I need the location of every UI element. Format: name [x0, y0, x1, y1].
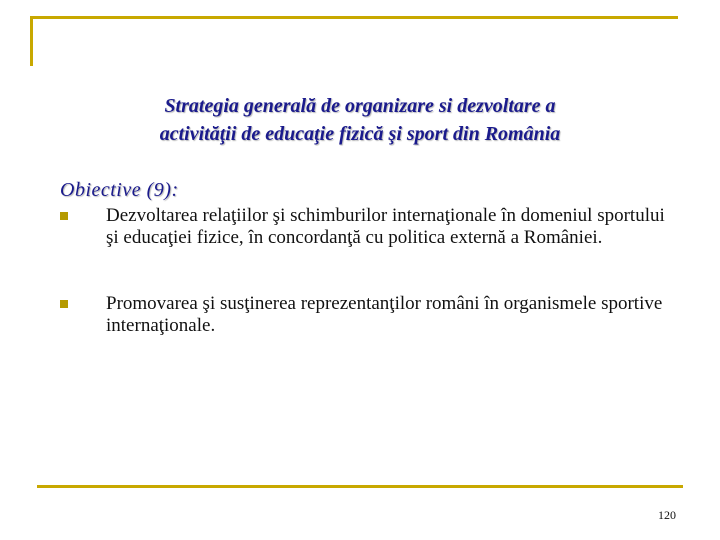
square-bullet-icon: [60, 212, 68, 220]
objectives-heading: Obiective (9):: [60, 179, 179, 201]
frame-bottom-line: [37, 485, 683, 488]
title-line-1: Strategia generală de organizare si dezvoltare a: [164, 95, 556, 117]
frame-top-line: [30, 16, 678, 19]
objectives-list: [60, 205, 680, 337]
frame-left-line: [30, 16, 33, 66]
slide-title: [60, 92, 660, 148]
square-bullet-icon: [60, 300, 68, 308]
title-line-2: activităţii de educaţie fizică şi sport din România: [159, 123, 561, 145]
list-item: [60, 205, 680, 249]
list-item: [60, 293, 680, 337]
list-item-text: Dezvoltarea relaţiilor şi schimburilor internaţionale în domeniul sportului şi educaţiei fizice, în concordanţă cu politica externă a României.: [106, 205, 665, 248]
list-item-text: Promovarea şi susţinerea reprezentanţilor români în organismele sportive internaţionale.: [106, 293, 663, 336]
page-number: 120: [658, 508, 676, 522]
